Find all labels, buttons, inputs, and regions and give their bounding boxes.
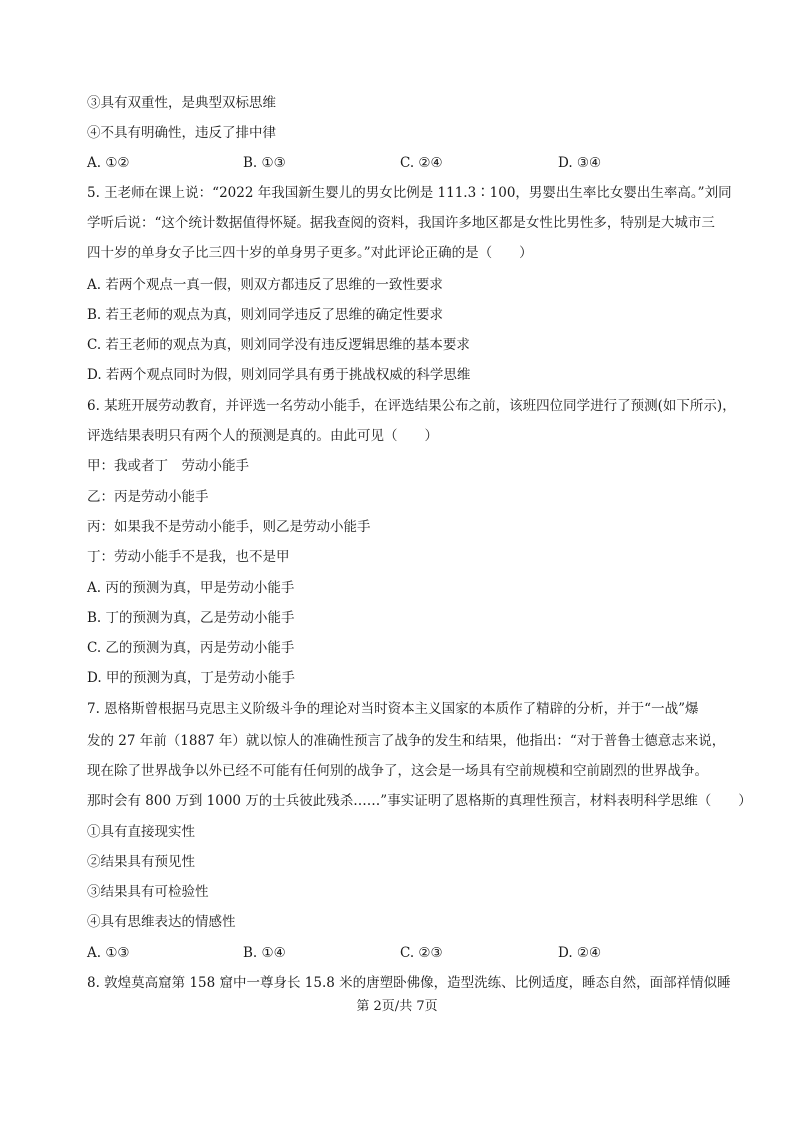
q7-stem-line-4: 那时会有 800 万到 1000 万的士兵彼此残杀……”事实证明了恩格斯的真理性预言，材料表明科学思维（ ）: [87, 793, 752, 809]
q4-options: [87, 154, 727, 172]
q7-option-a: A. ①③: [87, 945, 130, 961]
q6-option-b: B. 丁的预测为真，乙是劳动小能手: [87, 610, 295, 626]
q7-item-4: ④具有思维表达的情感性: [87, 914, 236, 930]
page-footer: 第 2页/共 7页: [356, 999, 438, 1014]
q7-option-c: C. ②③: [400, 945, 443, 961]
q7-stem-line-3: 现在除了世界战争以外已经不可能有任何别的战争了，这会是一场具有空前规模和空前剧烈的世界战争。: [87, 763, 708, 779]
q5-stem-line-1: 5. 王老师在课上说：“2022 年我国新生婴儿的男女比例是 111.3∶100，男婴出生率比女婴出生率高。”刘同: [87, 185, 732, 201]
q6-option-d: D. 甲的预测为真，丁是劳动小能手: [87, 670, 295, 686]
q5-stem-line-2: 学听后说：“这个统计数据值得怀疑。据我查阅的资料，我国许多地区都是女性比男性多，特别是大城市三: [87, 215, 715, 231]
q4-choice-3: ③具有双重性，是典型双标思维: [87, 95, 276, 111]
q4-option-a: A. ①②: [87, 155, 130, 171]
q5-option-b: B. 若王老师的观点为真，则刘同学违反了思维的确定性要求: [87, 307, 444, 323]
q6-statement-yi: 乙：丙是劳动小能手: [87, 489, 209, 505]
q6-statement-ding: 丁：劳动小能手不是我，也不是甲: [87, 549, 290, 565]
q5-option-d: D. 若两个观点同时为假，则刘同学具有勇于挑战权威的科学思维: [87, 367, 471, 383]
q7-option-b: B. ①④: [243, 945, 286, 961]
q7-item-3: ③结果具有可检验性: [87, 884, 209, 900]
q7-item-2: ②结果具有预见性: [87, 854, 195, 870]
q7-option-d: D. ②④: [558, 945, 602, 961]
q6-option-a: A. 丙的预测为真，甲是劳动小能手: [87, 580, 295, 596]
q6-stem-line-2: 评选结果表明只有两个人的预测是真的。由此可见（ ）: [87, 428, 438, 444]
q4-option-d: D. ③④: [558, 155, 602, 171]
q6-statement-bing: 丙：如果我不是劳动小能手，则乙是劳动小能手: [87, 519, 371, 535]
q7-options: [87, 944, 727, 962]
q4-option-b: B. ①③: [243, 155, 286, 171]
q5-option-c: C. 若王老师的观点为真，则刘同学没有违反逻辑思维的基本要求: [87, 337, 470, 353]
q5-option-a: A. 若两个观点一真一假，则双方都违反了思维的一致性要求: [87, 277, 443, 293]
q6-statement-jia: 甲：我或者丁 劳动小能手: [87, 458, 249, 474]
q7-stem-line-2: 发的 27 年前（1887 年）就以惊人的准确性预言了战争的发生和结果，他指出：“对于普鲁士德意志来说，: [87, 733, 726, 749]
q4-choice-4: ④不具有明确性，违反了排中律: [87, 125, 276, 141]
q7-stem-line-1: 7. 恩格斯曾根据马克思主义阶级斗争的理论对当时资本主义国家的本质作了精辟的分析，并于“一战”爆: [87, 701, 699, 717]
q6-stem-line-1: 6. 某班开展劳动教育，并评选一名劳动小能手，在评选结果公布之前，该班四位同学进行了预测(如下所示)，: [87, 398, 736, 414]
q5-stem-line-3: 四十岁的单身女子比三四十岁的单身男子更多。”对此评论正确的是（ ）: [87, 245, 533, 261]
q6-option-c: C. 乙的预测为真，丙是劳动小能手: [87, 640, 295, 656]
q7-item-1: ①具有直接现实性: [87, 824, 195, 840]
q4-option-c: C. ②④: [400, 155, 443, 171]
q8-stem-line-1: 8. 敦煌莫高窟第 158 窟中一尊身长 15.8 米的唐塑卧佛像，造型洗练、比例适度，睡态自然，面部祥情似睡: [87, 975, 731, 991]
